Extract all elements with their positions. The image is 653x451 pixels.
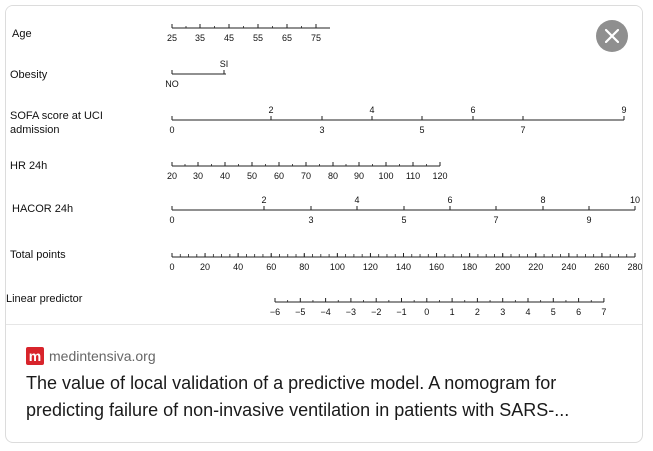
- total-tick-label: 200: [495, 262, 511, 272]
- linear-tick-label: −2: [371, 307, 382, 317]
- linear-tick-label: −5: [295, 307, 306, 317]
- hr-tick-label: 60: [273, 171, 285, 181]
- sofa-tick-label-below: 5: [419, 125, 425, 135]
- linear-tick-label: 6: [576, 307, 582, 317]
- hacor-tick-label-above: 10: [629, 195, 641, 205]
- hacor-tick-label-below: 7: [493, 215, 499, 225]
- hacor-tick-label-below: 0: [169, 215, 175, 225]
- total-tick-label: 0: [169, 262, 175, 272]
- caption-line-2: predicting failure of non-invasive ventilation in patients with SARS-...: [26, 400, 570, 420]
- hr-tick-label: 100: [378, 171, 394, 181]
- total-label: Total points: [10, 249, 66, 261]
- linear-tick-label: −4: [320, 307, 331, 317]
- linear-tick-label: −1: [396, 307, 407, 317]
- total-tick-label: 20: [200, 262, 211, 272]
- hr-tick-label: 30: [192, 171, 204, 181]
- sofa-tick-label-above: 2: [268, 105, 274, 115]
- divider: [6, 324, 642, 325]
- total-tick-label: 240: [561, 262, 577, 272]
- sofa-tick-label-below: 7: [520, 125, 526, 135]
- hr-label: HR 24h: [10, 160, 48, 172]
- age-tick-label: 65: [281, 33, 293, 43]
- obesity-tick-label-below: NO: [165, 79, 179, 89]
- linear-tick-label: 1: [449, 307, 455, 317]
- age-tick-label: 35: [194, 33, 206, 43]
- linear-tick-label: −3: [345, 307, 357, 317]
- hacor-tick-label-below: 3: [308, 215, 314, 225]
- image-result-card: [5, 5, 643, 443]
- close-icon: [605, 29, 619, 43]
- total-tick-label: 180: [462, 262, 478, 272]
- hr-tick-label: 50: [246, 171, 258, 181]
- hr-tick-label: 90: [353, 171, 365, 181]
- close-button[interactable]: [596, 20, 628, 52]
- total-tick-label: 60: [266, 262, 277, 272]
- sofa-label: SOFA score at UCI: [10, 110, 103, 122]
- nomogram-chart: [6, 6, 642, 324]
- hr-tick-label: 120: [432, 171, 448, 181]
- hacor-tick-label-above: 8: [540, 195, 546, 205]
- sofa-label: admission: [10, 124, 60, 136]
- source-link[interactable]: [26, 346, 156, 366]
- hacor-tick-label-below: 9: [586, 215, 592, 225]
- linear-tick-label: 3: [500, 307, 506, 317]
- hr-tick-label: 110: [405, 171, 421, 181]
- source-logo-icon: m: [26, 347, 44, 365]
- total-tick-label: 100: [329, 262, 345, 272]
- age-label: Age: [12, 28, 32, 40]
- age-tick-label: 75: [310, 33, 322, 43]
- obesity-label: Obesity: [10, 69, 48, 81]
- total-tick-label: 260: [594, 262, 610, 272]
- image-caption[interactable]: [26, 370, 626, 424]
- linear-tick-label: 0: [424, 307, 430, 317]
- age-tick-label: 45: [223, 33, 235, 43]
- hr-tick-label: 40: [219, 171, 231, 181]
- obesity-tick-label-above: SI: [219, 59, 229, 69]
- linear-label: Linear predictor: [6, 293, 83, 305]
- sofa-tick-label-below: 0: [169, 125, 175, 135]
- hacor-label: HACOR 24h: [12, 203, 74, 215]
- caption-line-1: The value of local validation of a predictive model. A nomogram for: [26, 373, 557, 393]
- sofa-tick-label-above: 6: [470, 105, 476, 115]
- linear-tick-label: 5: [550, 307, 556, 317]
- total-tick-label: 220: [528, 262, 544, 272]
- hacor-tick-label-above: 4: [354, 195, 360, 205]
- source-name[interactable]: medintensiva.org: [49, 348, 156, 364]
- sofa-tick-label-above: 4: [369, 105, 375, 115]
- linear-tick-label: −6: [269, 307, 281, 317]
- hacor-tick-label-below: 5: [401, 215, 407, 225]
- total-tick-label: 280: [627, 262, 642, 272]
- nomogram-figure[interactable]: [6, 6, 642, 324]
- total-tick-label: 120: [362, 262, 378, 272]
- hr-tick-label: 20: [166, 171, 178, 181]
- total-tick-label: 80: [299, 262, 310, 272]
- age-tick-label: 55: [252, 33, 264, 43]
- sofa-tick-label-above: 9: [621, 105, 627, 115]
- linear-tick-label: 2: [474, 307, 480, 317]
- linear-tick-label: 4: [525, 307, 531, 317]
- sofa-tick-label-below: 3: [319, 125, 325, 135]
- hacor-tick-label-above: 2: [261, 195, 267, 205]
- linear-tick-label: 7: [601, 307, 607, 317]
- hacor-tick-label-above: 6: [447, 195, 453, 205]
- total-tick-label: 160: [429, 262, 445, 272]
- hr-tick-label: 80: [327, 171, 339, 181]
- total-tick-label: 40: [233, 262, 244, 272]
- total-tick-label: 140: [395, 262, 412, 272]
- hr-tick-label: 70: [300, 171, 312, 181]
- age-tick-label: 25: [166, 33, 178, 43]
